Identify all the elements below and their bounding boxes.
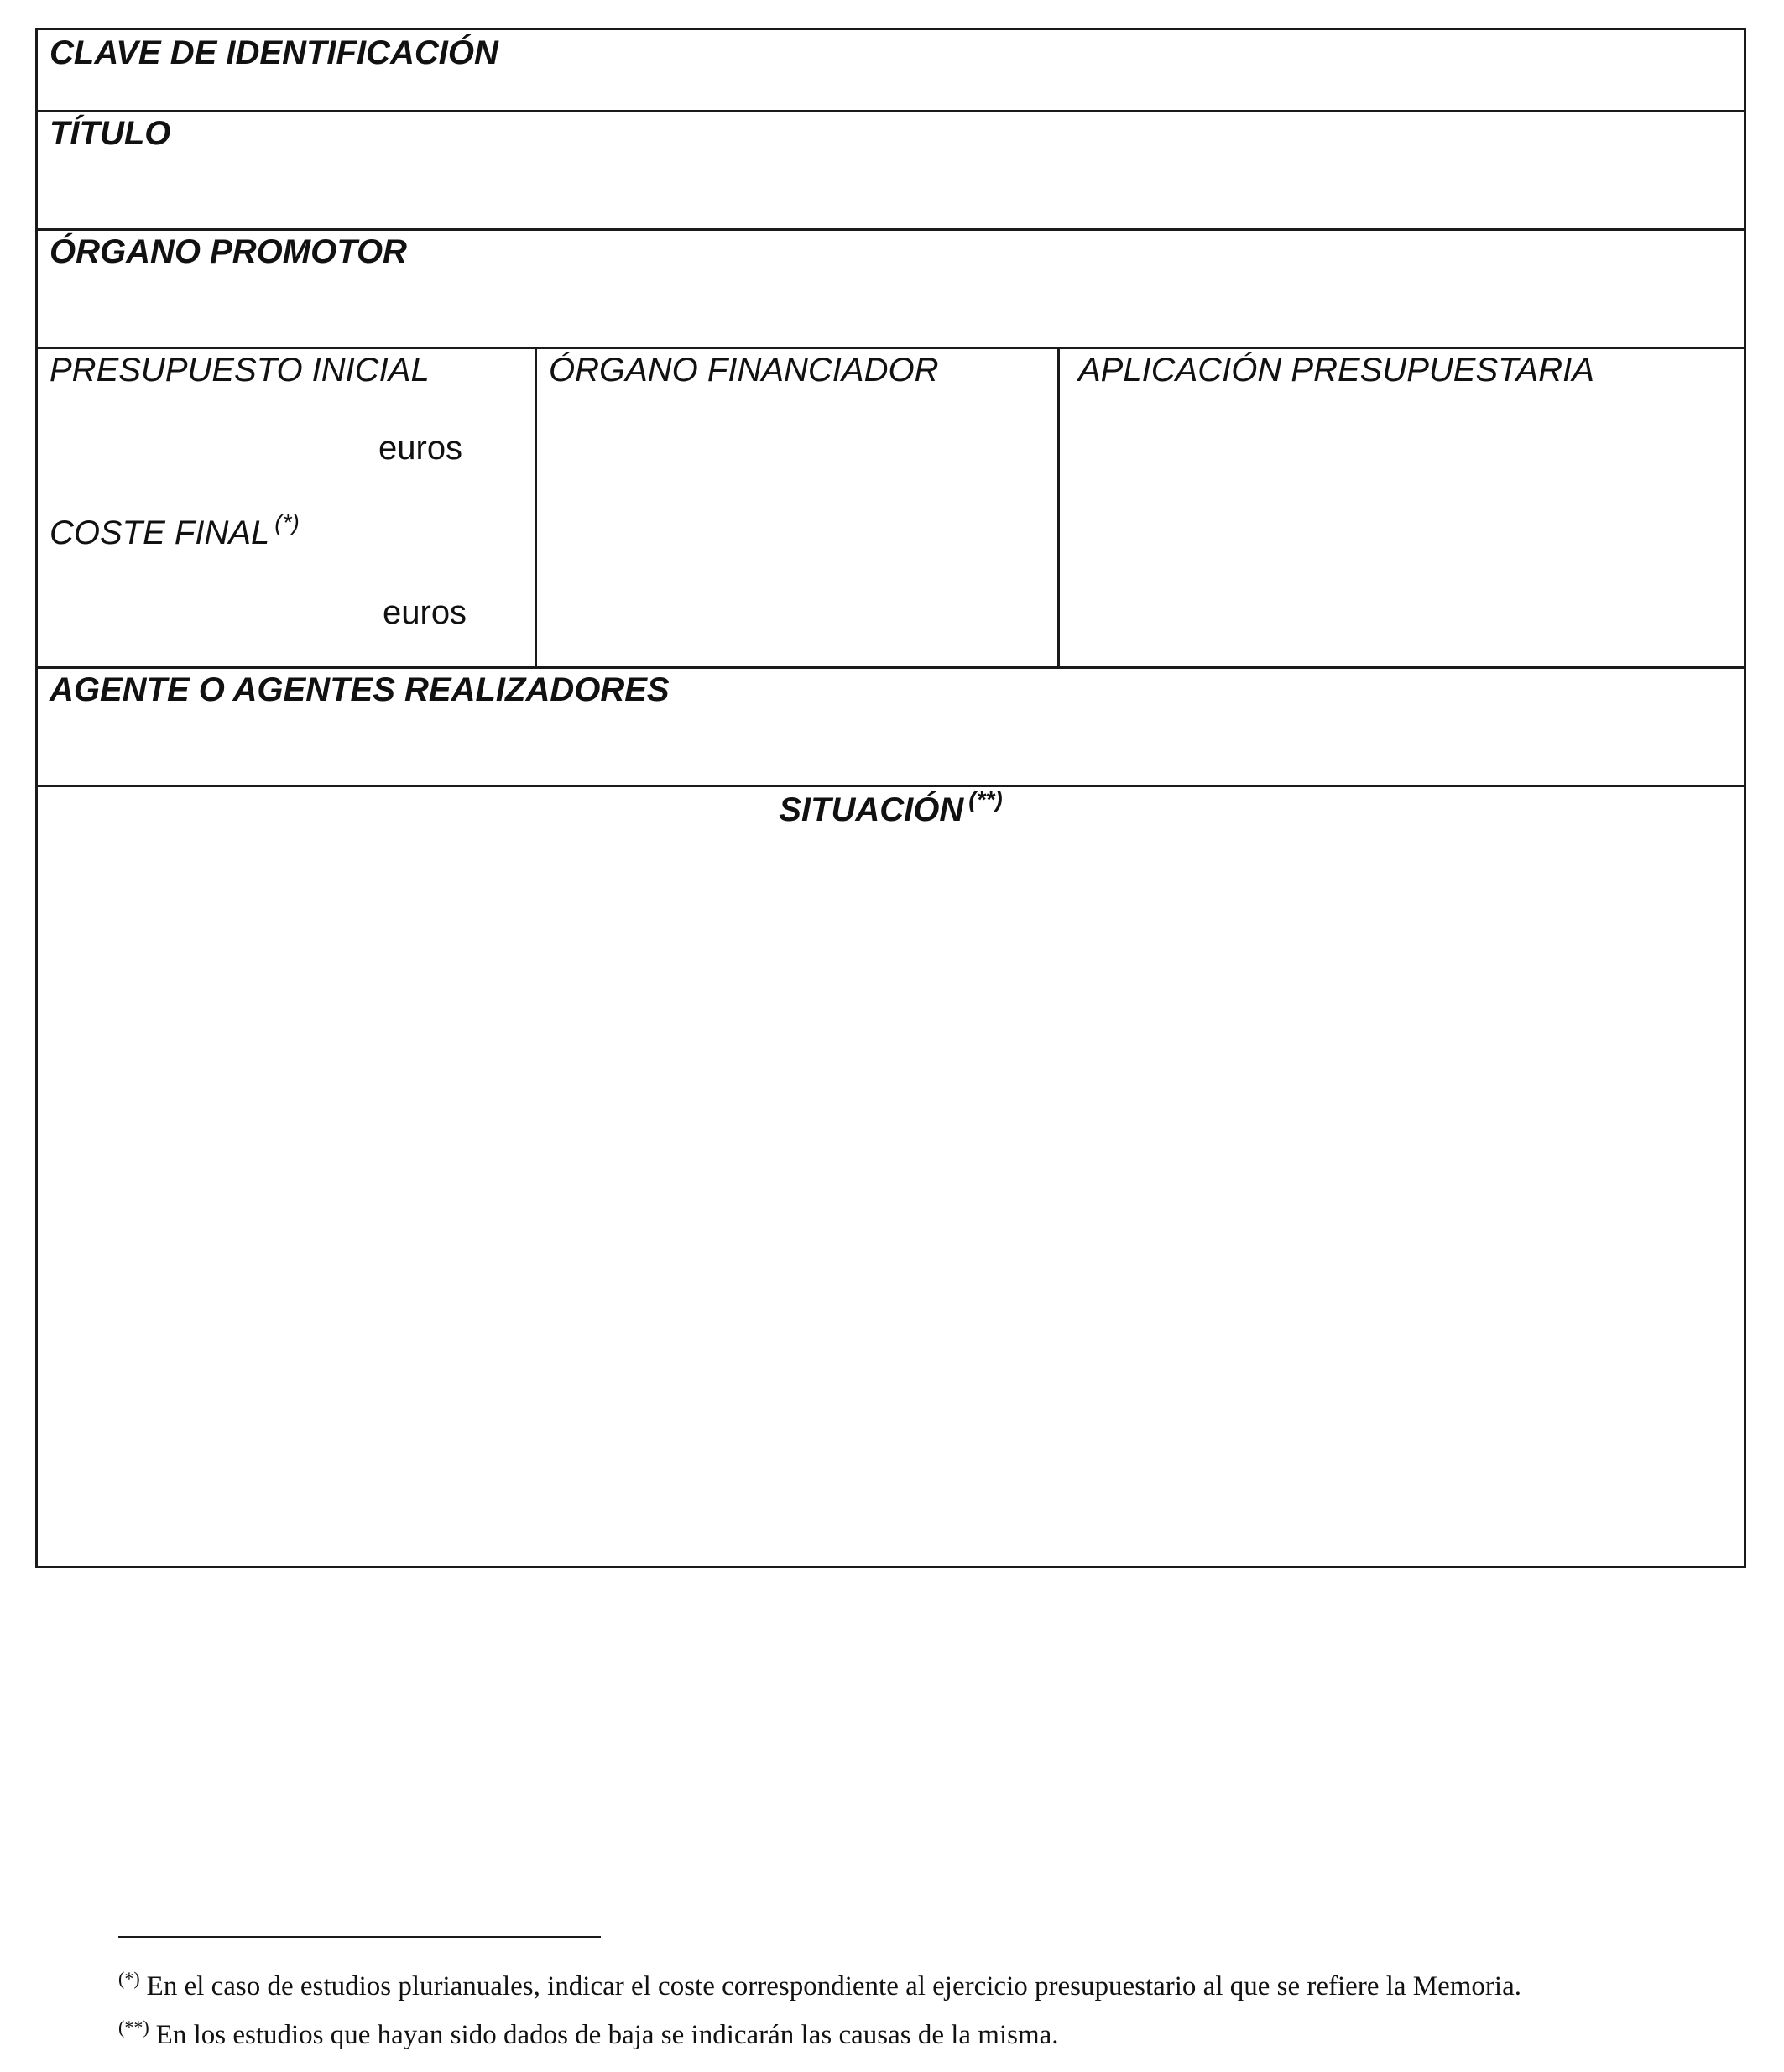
footnote-2-marker: (**) <box>118 2017 149 2038</box>
organo-financiador-label: ÓRGANO FINANCIADOR <box>549 352 939 389</box>
coste-unit: euros <box>383 594 467 631</box>
divider <box>38 110 1744 112</box>
coste-final-note: (*) <box>274 509 300 535</box>
footnote-separator <box>118 1936 601 1938</box>
divider <box>38 347 1744 349</box>
divider <box>1057 347 1060 666</box>
divider <box>535 347 537 666</box>
footnote-2 <box>118 2018 1059 2054</box>
divider <box>38 785 1744 787</box>
situacion-label <box>38 786 1744 832</box>
presupuesto-unit: euros <box>378 430 463 467</box>
footnote-1-marker: (*) <box>118 1968 140 1989</box>
divider <box>38 666 1744 669</box>
situacion-note: (**) <box>968 786 1003 812</box>
footnote-1 <box>118 1970 1521 2006</box>
titulo-label: TÍTULO <box>50 115 171 152</box>
clave-identificacion-label: CLAVE DE IDENTIFICACIÓN <box>50 34 498 71</box>
divider <box>38 228 1744 231</box>
coste-final-text: COSTE FINAL <box>50 514 270 551</box>
presupuesto-inicial-label: PRESUPUESTO INICIAL <box>50 352 430 389</box>
footnote-2-text: En los estudios que hayan sido dados de baja se indicarán las causas de la misma. <box>155 2020 1059 2050</box>
coste-final-label <box>50 509 300 556</box>
identification-form <box>35 28 1746 1568</box>
footnote-1-text: En el caso de estudios plurianuales, indicar el coste correspondiente al ejercicio presupuestario al que se refiere la Memoria. <box>146 1971 1521 2002</box>
situacion-text: SITUACIÓN <box>779 791 964 828</box>
aplicacion-presupuestaria-label: APLICACIÓN PRESUPUESTARIA <box>1078 352 1594 389</box>
agentes-realizadores-label: AGENTE O AGENTES REALIZADORES <box>50 671 670 708</box>
organo-promotor-label: ÓRGANO PROMOTOR <box>50 233 407 270</box>
